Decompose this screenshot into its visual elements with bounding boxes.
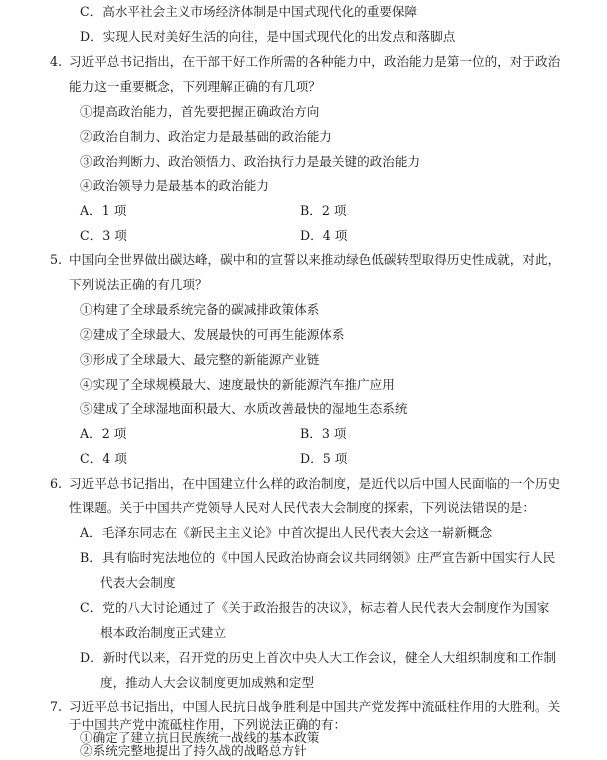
- q5-statement-3: ③形成了全球最大、最完整的新能源产业链: [80, 352, 320, 367]
- q5-stem-line2: 下列说法正确的有几项？: [69, 277, 208, 292]
- q6-option-c-line2: 根本政治制度正式建立: [100, 625, 226, 640]
- q5-statement-4: ④实现了全球规模最大、速度最快的新能源汽车推广应用: [80, 377, 395, 392]
- q4-statement-4: ④政治领导力是最基本的政治能力: [80, 178, 269, 193]
- q7-statement-1: ①确定了建立抗日民族统一战线的基本政策: [80, 730, 320, 745]
- q5-statement-5: ⑤建成了全球湿地面积最大、水质改善最快的湿地生态系统: [80, 401, 408, 416]
- q3-option-d: D．实现人民对美好生活的向往，是中国式现代化的出发点和落脚点: [80, 29, 456, 44]
- q7-stem-line2: 于中国共产党中流砥柱作用，下列说法正确的有：: [69, 717, 347, 732]
- q5-option-c: C．4 项: [80, 451, 127, 466]
- q4-option-c: C．3 项: [80, 228, 127, 243]
- q4-option-a: A．1 项: [80, 203, 127, 218]
- q4-stem-line1: 习近平总书记指出，在干部干好工作所需的各种能力中，政治能力是第一位的，对于政治: [69, 54, 561, 69]
- q4-stem-line2: 能力这一重要概念，下列理解正确的有几项？: [69, 79, 321, 94]
- q5-statement-2: ②建成了全球最大、发展最快的可再生能源体系: [80, 327, 345, 342]
- q5-option-a: A．2 项: [80, 426, 127, 441]
- q5-option-b: B．3 项: [300, 426, 347, 441]
- q6-option-c-line1: C．党的八大讨论通过了《关于政治报告的决议》，标志着人民代表大会制度作为国家: [80, 600, 550, 615]
- q6-stem-line1: 习近平总书记指出，在中国建立什么样的政治制度，是近代以后中国人民面临的一个历史: [69, 476, 561, 491]
- q4-number: 4.: [50, 54, 63, 69]
- q6-option-b-line2: 代表大会制度: [100, 575, 176, 590]
- q5-number: 5.: [50, 252, 63, 267]
- q4-option-d: D．4 项: [300, 228, 348, 243]
- q4-statement-1: ①提高政治能力，首先要把握正确政治方向: [80, 104, 320, 119]
- q7-number: 7.: [50, 699, 63, 714]
- q6-option-d-line2: 度，推动人大会议制度更加成熟和定型: [100, 675, 315, 690]
- q4-statement-3: ③政治判断力、政治领悟力、政治执行力是最关键的政治能力: [80, 154, 421, 169]
- q6-option-a: A．毛泽东同志在《新民主主义论》中首次提出人民代表大会这一崭新概念: [80, 525, 493, 540]
- q7-stem-line1: 习近平总书记指出，中国人民抗日战争胜利是中国共产党发挥中流砥柱作用的大胜利。关: [69, 699, 561, 714]
- q6-number: 6.: [50, 476, 63, 491]
- q6-stem-line2: 性课题。关于中国共产党领导人民对人民代表大会制度的探索，下列说法错误的是：: [69, 500, 535, 515]
- q6-option-d-line1: D．新时代以来，召开党的历史上首次中央人大工作会议，健全人大组织制度和工作制: [80, 650, 557, 665]
- q6-option-b-line1: B．具有临时宪法地位的《中国人民政治协商会议共同纲领》庄严宣告新中国实行人民: [80, 550, 556, 565]
- q7-statement-2: ②系统完整地提出了持久战的战略总方针: [80, 743, 307, 758]
- q4-statement-2: ②政治自制力、政治定力是最基础的政治能力: [80, 129, 332, 144]
- q5-option-d: D．5 项: [300, 451, 348, 466]
- q5-statement-1: ①构建了全球最系统完备的碳减排政策体系: [80, 302, 320, 317]
- q3-option-c: C．高水平社会主义市场经济体制是中国式现代化的重要保障: [80, 4, 418, 19]
- q5-stem-line1: 中国向全世界做出碳达峰，碳中和的宣誓以来推动绿色低碳转型取得历史性成就，对此，: [69, 252, 561, 267]
- q4-option-b: B．2 项: [300, 203, 347, 218]
